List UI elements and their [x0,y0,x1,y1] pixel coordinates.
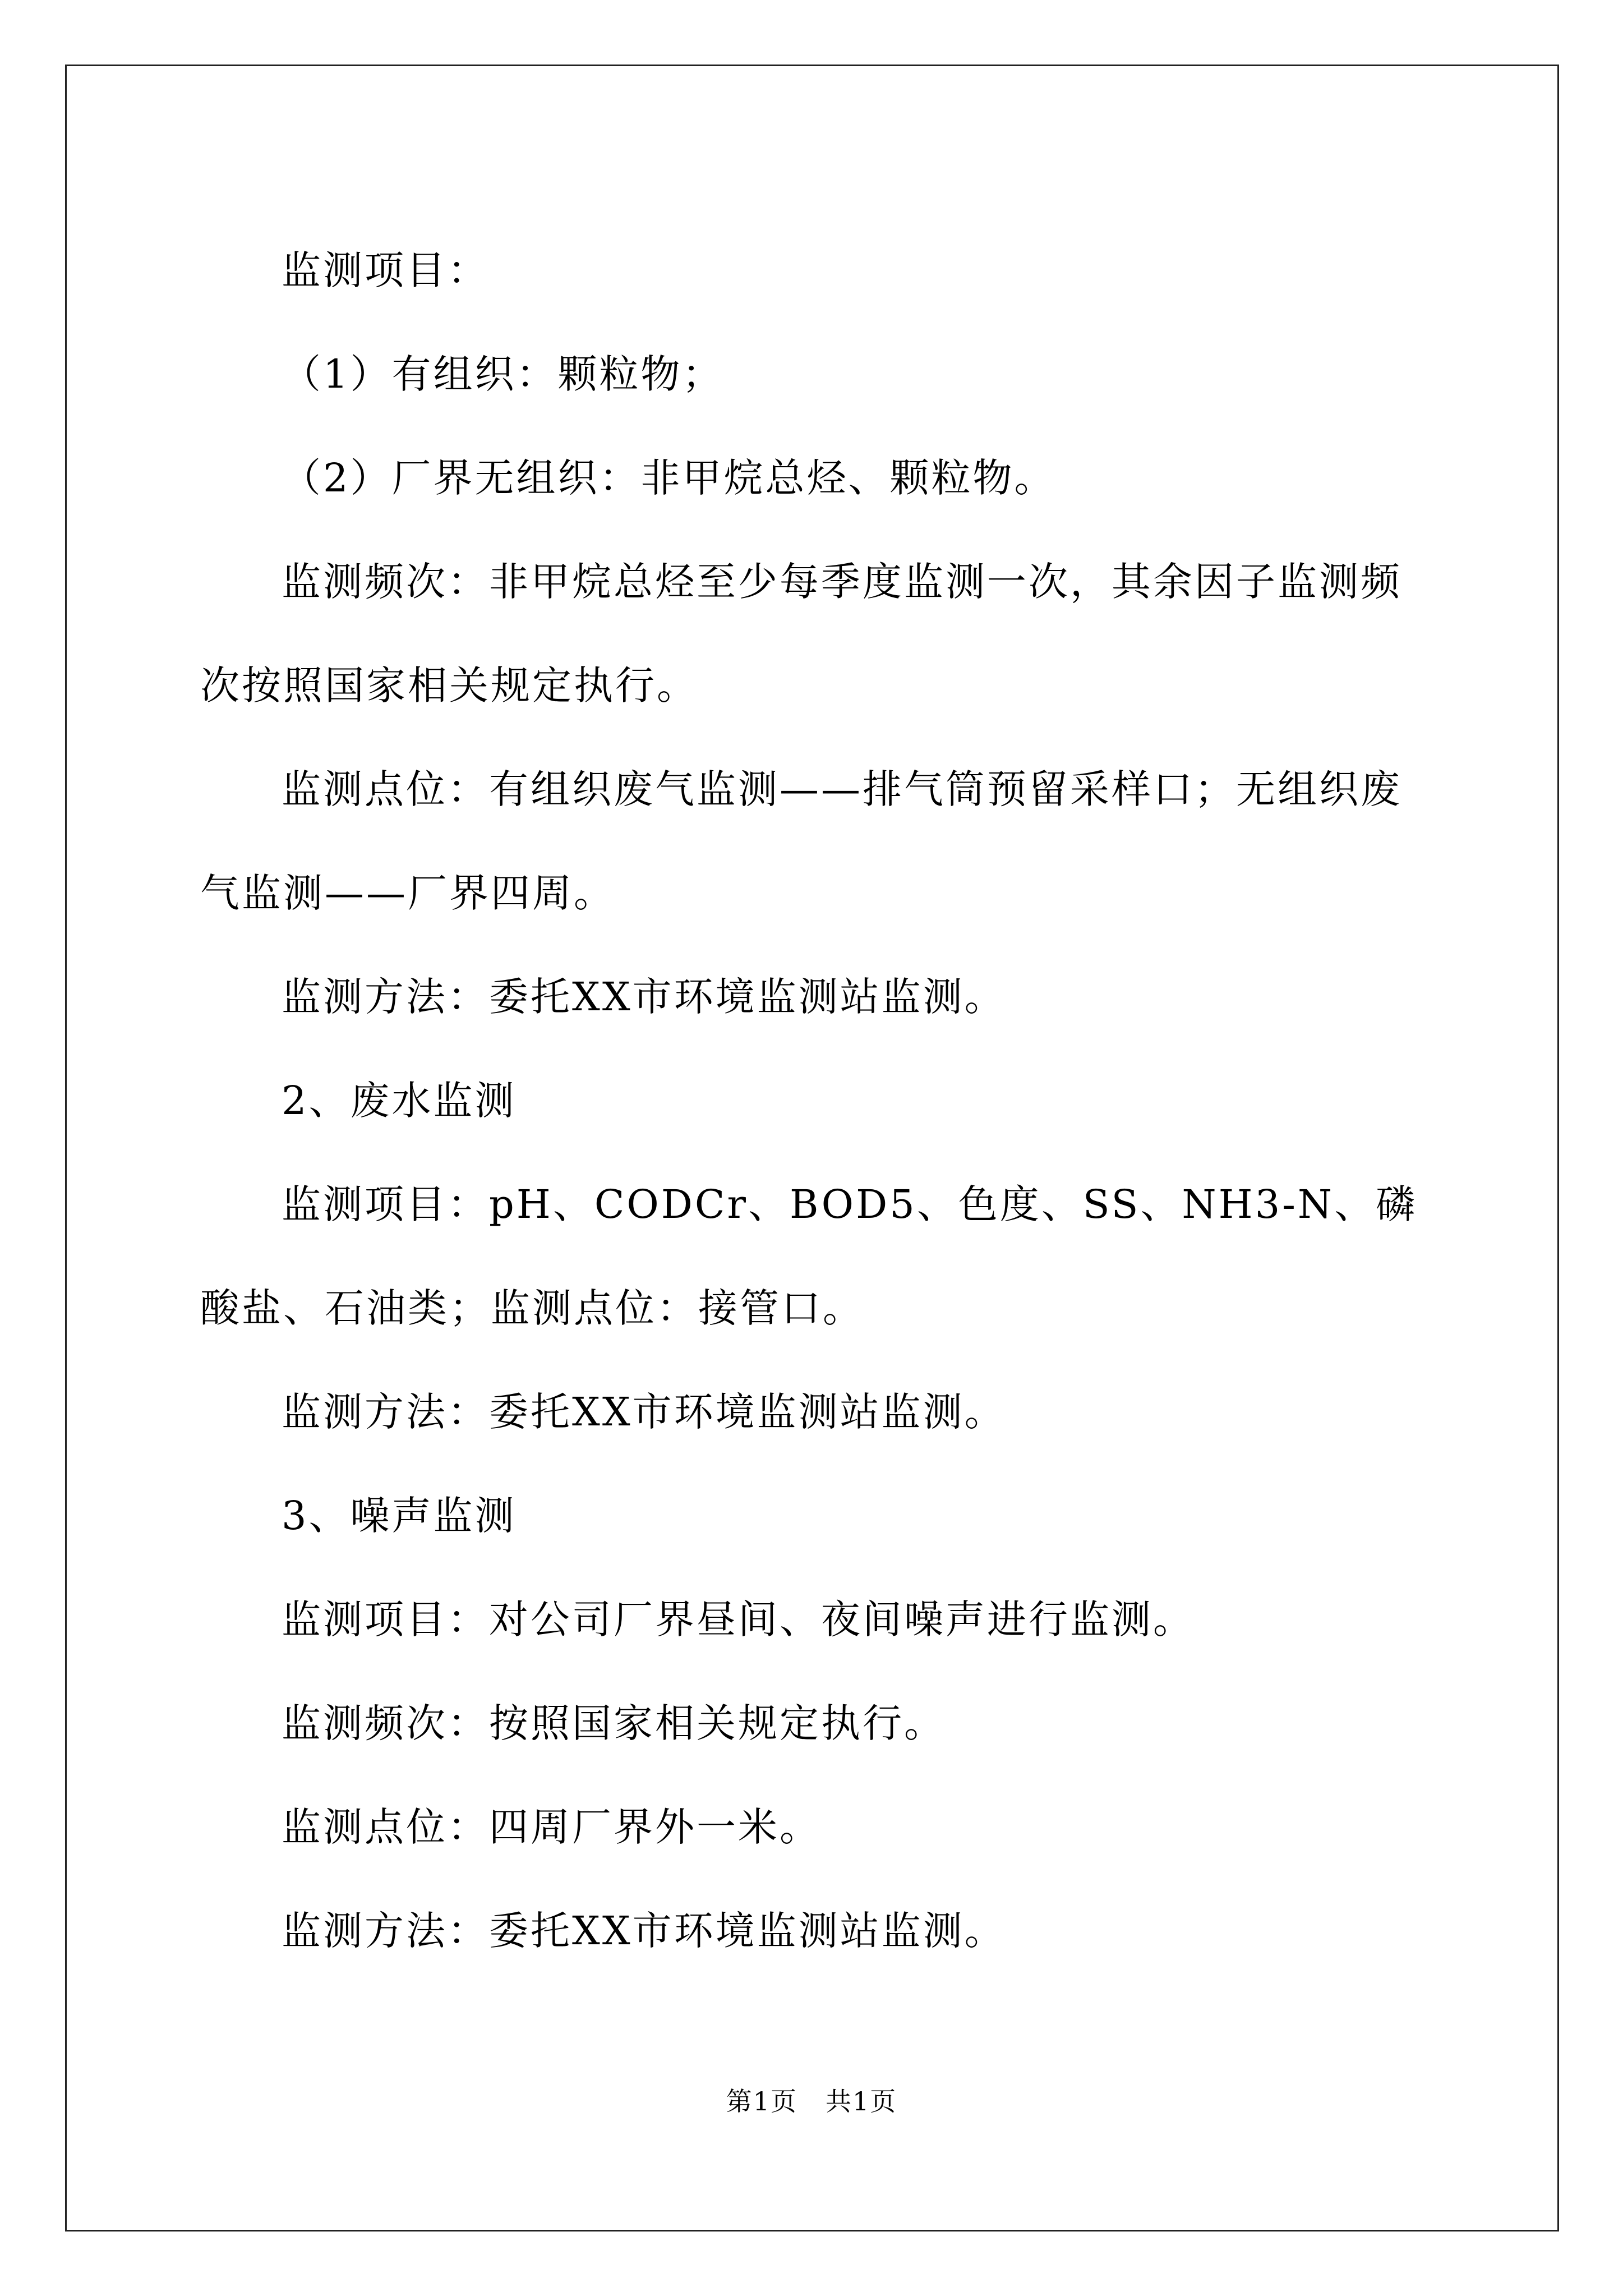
page-number: 第1页 [726,2086,798,2116]
paragraph-noise-method: 监测方法：委托XX市环境监测站监测。 [282,1908,1006,1954]
paragraph-noise-frequency: 监测频次：按照国家相关规定执行。 [282,1700,946,1746]
paragraph-organized-emission: （1）有组织：颗粒物； [282,351,724,397]
paragraph-monitoring-method: 监测方法：委托XX市环境监测站监测。 [282,974,1006,1020]
paragraph-wastewater-method: 监测方法：委托XX市环境监测站监测。 [282,1389,1006,1435]
paragraph-monitoring-items-heading: 监测项目： [282,247,489,293]
section-heading-wastewater: 2、废水监测 [282,1078,517,1124]
paragraph-noise-points: 监测点位：四周厂界外一米。 [282,1804,821,1850]
section-heading-noise: 3、噪声监测 [282,1493,517,1539]
document-body [200,219,1435,1983]
paragraph-wastewater-items: 监测项目：pH、CODCr、BOD5、色度、SS、NH3-N、磷酸盐、石油类；监测点位：接管口。 [200,1181,1418,1331]
page-footer [0,2085,1623,2118]
paragraph-monitoring-points: 监测点位：有组织废气监测——排气筒预留采样口；无组织废气监测——厂界四周。 [200,766,1402,916]
paragraph-unorganized-emission: （2）厂界无组织：非甲烷总烃、颗粒物。 [282,455,1056,501]
page-total: 共1页 [825,2086,897,2116]
paragraph-noise-items: 监测项目：对公司厂界昼间、夜间噪声进行监测。 [282,1596,1195,1642]
paragraph-monitoring-frequency: 监测频次：非甲烷总烃至少每季度监测一次，其余因子监测频次按照国家相关规定执行。 [200,559,1402,708]
